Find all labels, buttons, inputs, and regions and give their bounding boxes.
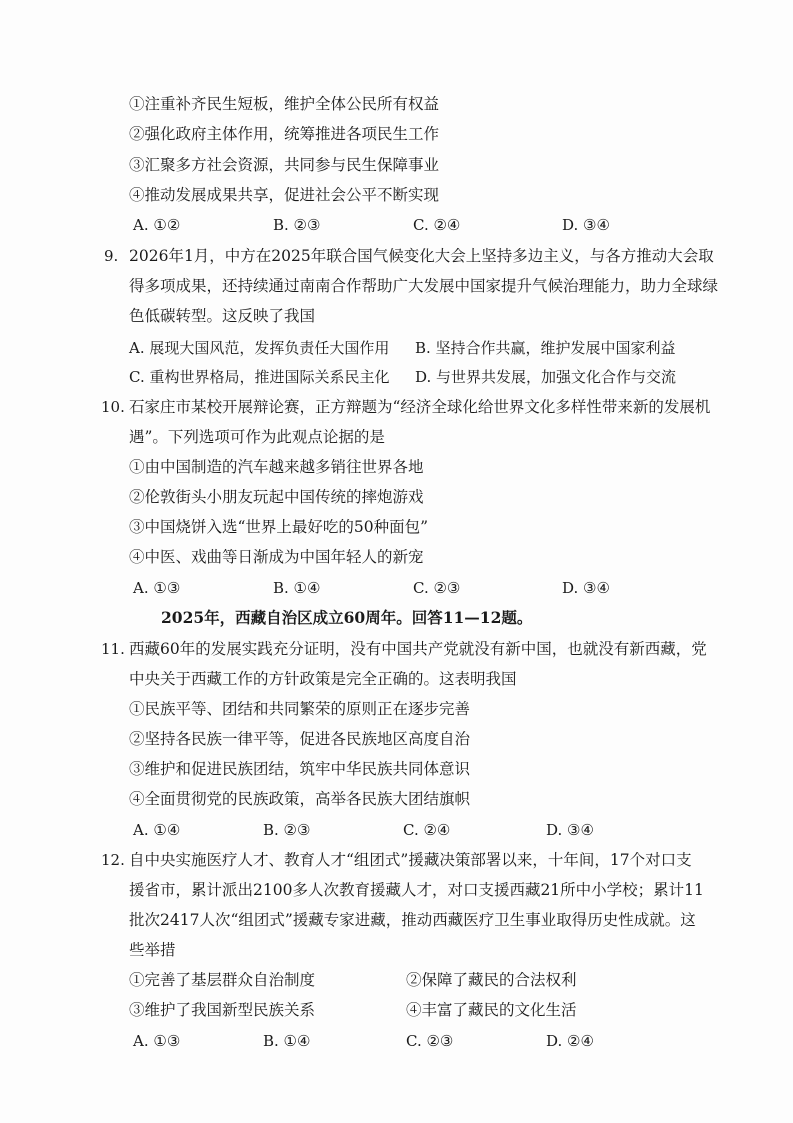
q10-stem-line-2: 遇”。下列选项可作为此观点论据的是 [129,428,385,446]
q9-option-b: B. 坚持合作共赢，维护发展中国家利益 [415,339,676,357]
q11-option-c: C. ②④ [403,821,451,839]
q10-item-3: ③中国烧饼入选“世界上最好吃的50种面包” [129,518,429,536]
q12-stem-line-1: 自中央实施医疗人才、教育人才“组团式”援藏决策部署以来，十年间，17个对口支 [129,851,692,869]
q11-item-1: ①民族平等、团结和共同繁荣的原则正在逐步完善 [129,700,471,718]
q11-stem-line-2: 中央关于西藏工作的方针政策是完全正确的。这表明我国 [129,670,517,688]
q11-stem-line-1: 西藏60年的发展实践充分证明，没有中国共产党就没有新中国，也就没有新西藏，党 [129,640,707,658]
q8-option-d: D. ③④ [562,216,610,234]
q8-option-b: B. ②③ [273,216,321,234]
q12-option-c: C. ②③ [406,1032,454,1050]
q11-item-3: ③维护和促进民族团结，筑牢中华民族共同体意识 [129,760,471,778]
q10-option-a: A. ①③ [133,579,181,597]
q8-item-4: ④推动发展成果共享，促进社会公平不断实现 [129,186,440,204]
q12-item-1: ①完善了基层群众自治制度 [129,971,316,989]
q11-option-d: D. ③④ [546,821,594,839]
q10-item-4: ④中医、戏曲等日渐成为中国年轻人的新宠 [129,548,424,566]
q11-option-a: A. ①④ [133,821,181,839]
q12-item-3: ③维护了我国新型民族关系 [129,1001,316,1019]
q12-stem-line-3: 批次2417人次“组团式”援藏专家进藏，推动西藏医疗卫生事业取得历史性成就。这 [129,911,696,929]
q12-item-2: ②保障了藏民的合法权利 [406,971,577,989]
q10-stem-line-1: 石家庄市某校开展辩论赛，正方辩题为“经济全球化给世界文化多样性带来新的发展机 [129,398,711,416]
q11-option-b: B. ②③ [263,821,311,839]
q9-stem-line-3: 色低碳转型。这反映了我国 [129,307,316,325]
q10-number: 10. [101,398,125,416]
q11-item-2: ②坚持各民族一律平等，促进各民族地区高度自治 [129,730,471,748]
q12-stem-line-4: 些举措 [129,941,176,959]
q11-item-4: ④全面贯彻党的民族政策，高举各民族大团结旗帜 [129,790,471,808]
q8-item-2: ②强化政府主体作用，统筹推进各项民生工作 [129,125,440,143]
q9-number: 9. [104,247,119,265]
q8-item-3: ③汇聚多方社会资源，共同参与民生保障事业 [129,156,440,174]
q9-option-c: C. 重构世界格局，推进国际关系民主化 [129,368,390,386]
group-intro: 2025年，西藏自治区成立60周年。回答11—12题。 [161,608,533,627]
q12-option-a: A. ①③ [133,1032,181,1050]
q8-option-c: C. ②④ [413,216,461,234]
q12-option-b: B. ①④ [263,1032,311,1050]
q9-stem-line-2: 得多项成果，还持续通过南南合作帮助广大发展中国家提升气候治理能力，助力全球绿 [129,277,719,295]
q10-item-1: ①由中国制造的汽车越来越多销往世界各地 [129,458,424,476]
q12-item-4: ④丰富了藏民的文化生活 [406,1001,577,1019]
q9-option-a: A. 展现大国风范，发挥负责任大国作用 [129,339,390,357]
q12-stem-line-2: 援省市，累计派出2100多人次教育援藏人才，对口支援西藏21所中小学校；累计11 [129,881,704,899]
q10-item-2: ②伦敦街头小朋友玩起中国传统的摔炮游戏 [129,488,424,506]
q10-option-c: C. ②③ [413,579,461,597]
q9-stem-line-1: 2026年1月，中方在2025年联合国气候变化大会上坚持多边主义，与各方推动大会取 [129,247,714,265]
q9-option-d: D. 与世界共发展，加强文化合作与交流 [415,368,677,386]
q8-option-a: A. ①② [133,216,181,234]
q12-number: 12. [101,851,125,869]
q10-option-b: B. ①④ [273,579,321,597]
q12-option-d: D. ②④ [546,1032,594,1050]
q8-item-1: ①注重补齐民生短板，维护全体公民所有权益 [129,95,440,113]
q11-number: 11. [101,640,125,658]
q10-option-d: D. ③④ [562,579,610,597]
